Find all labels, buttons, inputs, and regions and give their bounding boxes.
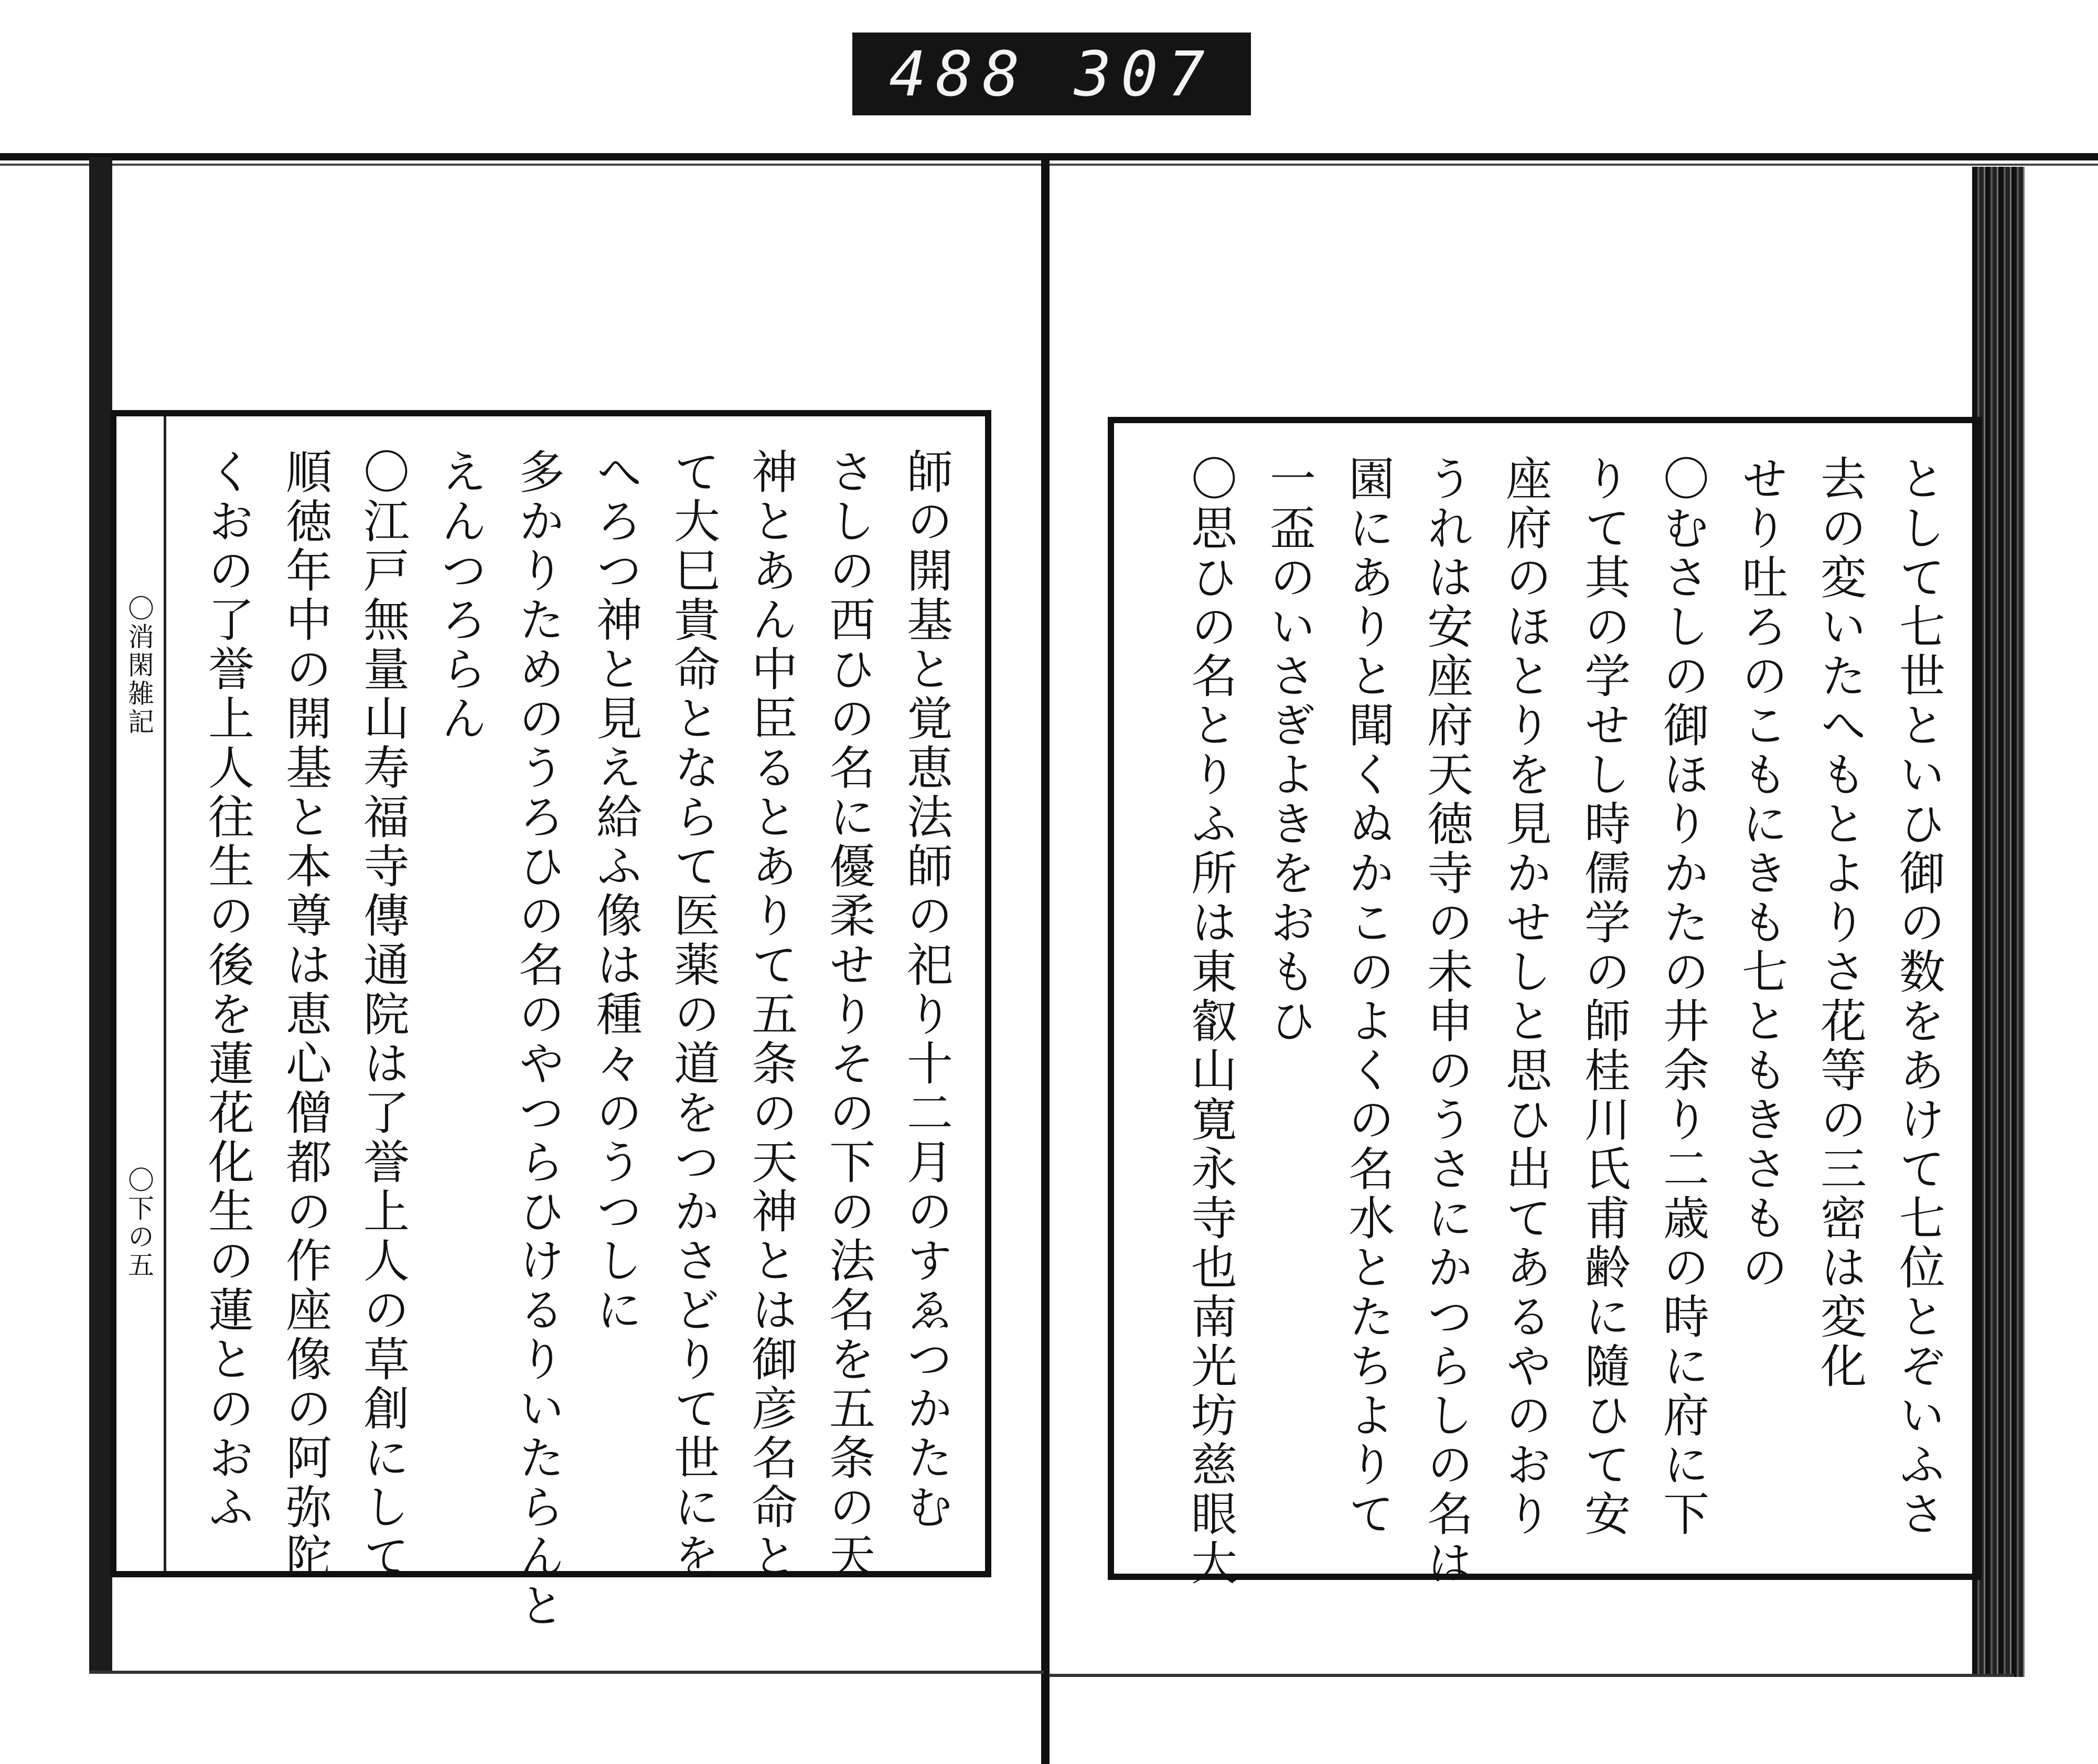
left-text-column-1: 師の開基と覚恵法師の祀り十二月のすゑつかたむ: [900, 448, 954, 1532]
right-text-column-3: せり吐ろのこもにきも七ともきさもの: [1735, 455, 1789, 1293]
left-page-edge: [89, 157, 112, 1673]
left-text-column-8: 〇江戸無量山寿福寺傳通院は了誉上人の草創にして: [356, 448, 410, 1582]
right-page-frame: [1108, 417, 1982, 1588]
left-text-column-6: 多かりためのうろひの名のやつらひけるりいたらんと: [511, 448, 565, 1631]
left-text-column-10: くおの了誉上人往生の後を蓮花化生の蓮とのおふ: [201, 448, 255, 1532]
right-text-column-8: 園にありと聞くぬかこのよくの名水とたちよりて: [1341, 455, 1395, 1539]
margin-page-number: 〇下の五: [124, 1166, 154, 1279]
archive-number-left: 488: [889, 38, 1030, 110]
right-text-column-2: 去の変いたへもとよりさ花等の三密は変化: [1813, 455, 1867, 1391]
margin-title: 〇消閑雑記: [124, 595, 154, 736]
left-text-column-3: 神とあん中臣るとありて五条の天神とは御彦名命と: [744, 448, 798, 1582]
right-text-column-9: 一盃のいさぎよきをおもひ: [1262, 455, 1316, 1046]
right-bottom-rule: [1049, 1674, 2014, 1677]
right-text-column-4: 〇むさしの御ほりかたの井余り二歳の時に府に下: [1656, 455, 1710, 1539]
left-text-column-7: えんつろらん: [434, 448, 488, 744]
left-text-column-4: て大巳貴命とならて医薬の道をつかさどりて世にを: [667, 448, 721, 1582]
book-spine: [1041, 157, 1050, 1764]
left-bottom-rule: [89, 1671, 1044, 1674]
right-text-column-1: として七世といひ御の数をあけて七位とぞいふさ: [1892, 455, 1946, 1539]
right-text-column-6: 座府のほとりを見かせしと思ひ出てあるやのおり: [1498, 455, 1553, 1539]
left-margin-rule: [164, 416, 166, 1571]
archive-number-label: [852, 33, 1251, 115]
left-text-column-9: 順徳年中の開基と本尊は恵心僧都の作座像の阿弥陀: [279, 448, 333, 1582]
archive-number-right: 307: [1074, 38, 1214, 110]
right-text-column-7: うれは安座府天徳寺の未申のうさにかつらしの名は: [1420, 455, 1474, 1588]
left-text-column-2: さしの西ひの名に優柔せりその下の法名を五条の天: [822, 448, 876, 1582]
right-text-column-10: 〇思ひの名とりふ所は東叡山寛永寺也南光坊慈眼大: [1184, 455, 1238, 1588]
right-text-column-5: りて其の学せし時儒学の師桂川氏甫齢に隨ひて安: [1577, 455, 1631, 1539]
left-text-column-5: へろつ神と見え給ふ像は種々のうつしに: [589, 448, 643, 1335]
left-page-frame: [110, 410, 991, 1631]
